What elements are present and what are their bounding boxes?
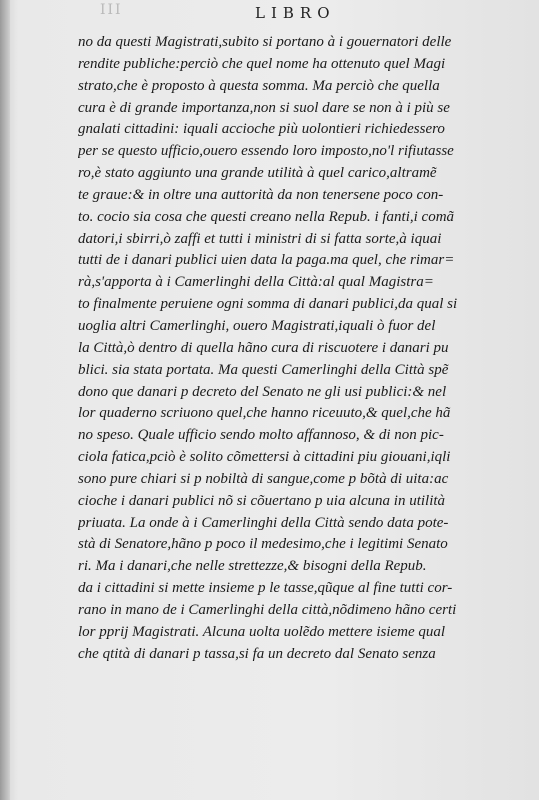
page-gutter-shadow bbox=[0, 0, 10, 800]
text-line: dono que danari p decreto del Senato ne gli usi publici:& nel bbox=[78, 383, 447, 400]
text-line: datori,i sbirri,ò zaffi et tutti i ministri di si fatta sorte,à iquai bbox=[78, 230, 442, 247]
text-line: priuata. La onde à i Camerlinghi della Città sendo data pote- bbox=[78, 514, 449, 531]
text-line: te graue:& in oltre una auttorità da non tenersene poco con- bbox=[78, 186, 444, 203]
text-line: sono pure chiari si p nobiltà di sangue,come p bõtà di uita:ac bbox=[78, 470, 449, 487]
text-line: rendite publiche:perciò che quel nome ha ottenuto quel Magi bbox=[78, 55, 446, 72]
bleed-through-text: III bbox=[100, 2, 123, 18]
text-line: no speso. Quale ufficio sendo molto affannoso, & di non pic- bbox=[78, 427, 444, 444]
text-line: da i cittadini si mette insieme p le tasse,qũque al fine tutti cor- bbox=[78, 580, 453, 597]
text-line: to. cocio sia cosa che questi creano nella Repub. i fanti,i comã bbox=[78, 208, 455, 225]
text-line: ciola fatica,pciò è solito cõmettersi à cittadini piu giouani,iqli bbox=[78, 449, 451, 466]
text-line: ro,è stato aggiunto una grande utilità à quel carico,altramẽ bbox=[78, 165, 437, 182]
text-line: ri. Ma i danari,che nelle strettezze,& bisogni della Repub. bbox=[78, 558, 427, 575]
text-line: che qtità di danari p tassa,si fa un decreto dal Senato senza bbox=[78, 645, 436, 662]
text-line: rà,s'apporta à i Camerlinghi della Città:al qual Magistra= bbox=[78, 274, 434, 291]
text-line: cioche i danari publici nõ si cõuertano p uia alcuna in utilità bbox=[78, 492, 446, 509]
text-line: strato,che è proposto à questa somma. Ma perciò che quella bbox=[78, 77, 440, 94]
text-line: stà di Senatore,hãno p poco il medesimo,che i legitimi Senato bbox=[78, 536, 448, 553]
text-line: blici. sia stata portata. Ma questi Camerlinghi della Città spẽ bbox=[78, 361, 449, 378]
text-line: no da questi Magistrati,subito si portano à i gouernatori delle bbox=[78, 34, 452, 50]
text-line: uoglia altri Camerlinghi, ouero Magistrati,iquali ò fuor del bbox=[78, 317, 436, 334]
text-line: per se questo ufficio,ouero essendo loro imposto,no'l rifiutasse bbox=[78, 143, 454, 160]
text-line: lor quaderno scriuono quel,che hanno riceuuto,& quel,che hã bbox=[78, 405, 451, 422]
text-line: gnalati cittadini: iquali accioche più uolontieri richiedessero bbox=[78, 121, 445, 138]
text-line: lor pprij Magistrati. Alcuna uolta uolẽdo mettere isieme qual bbox=[78, 623, 446, 640]
body-text bbox=[78, 32, 510, 665]
running-head: LIBRO bbox=[255, 4, 336, 22]
text-line: to finalmente peruiene ogni somma di danari publici,da qual si bbox=[78, 296, 458, 313]
text-line: rano in mano de i Camerlinghi della città,nõdimeno hãno certi bbox=[78, 601, 457, 618]
text-line: cura è di grande importanza,non si suol dare se non à i più se bbox=[78, 99, 450, 116]
text-line: tutti de i danari publici uien data la paga.ma quel, che rimar= bbox=[78, 252, 455, 269]
text-line: la Città,ò dentro di quella hãno cura di riscuotere i danari pu bbox=[78, 339, 449, 356]
